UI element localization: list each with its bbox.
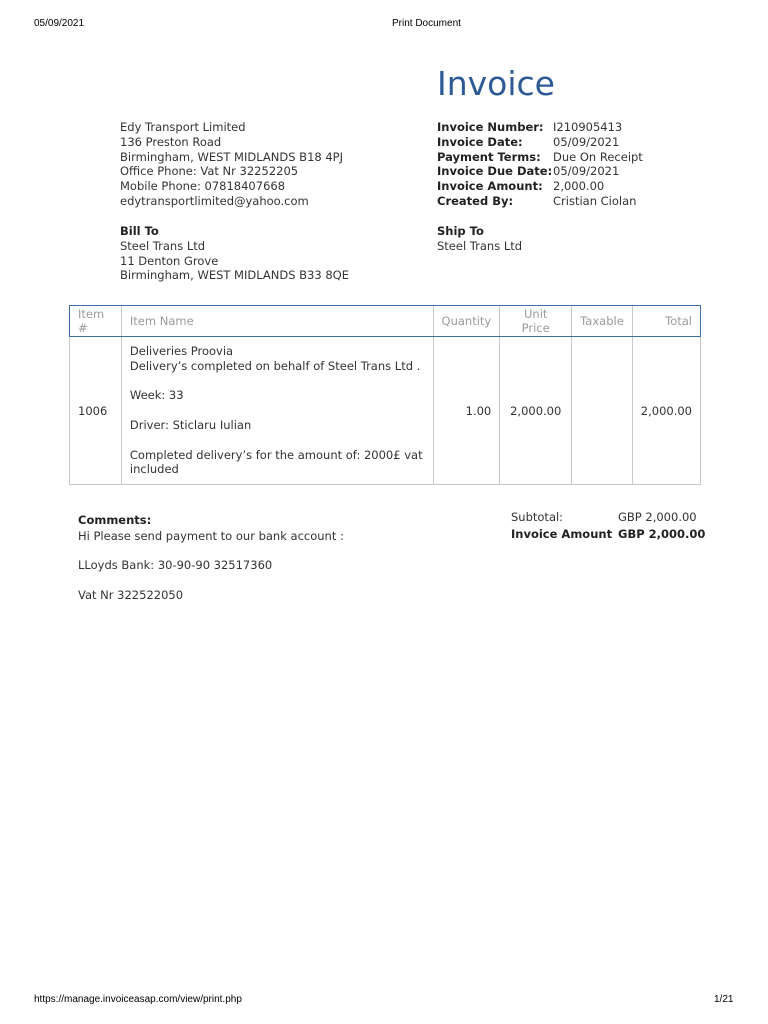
comment-line: LLoyds Bank: 30-90-90 32517360 — [78, 558, 273, 573]
comments-heading: Comments: — [78, 513, 152, 527]
subtotal-label: Subtotal: — [511, 510, 564, 524]
cell-unit-price: 2,000.00 — [500, 337, 572, 485]
cell-total: 2,000.00 — [632, 337, 700, 485]
print-header-title: Print Document — [392, 18, 461, 29]
company-name: Edy Transport Limited — [120, 120, 246, 134]
col-quantity: Quantity — [433, 306, 500, 337]
cell-taxable — [572, 337, 633, 485]
bill-to-street: 11 Denton Grove — [120, 253, 219, 268]
bill-to-name: Steel Trans Ltd — [120, 238, 206, 253]
cell-item-description: Deliveries Proovia Delivery’s completed on behalf of Steel Trans Ltd . Week: 33 Driver: Sticlaru Iulian Completed delivery’s for the amount of: 2000£ vat included — [121, 337, 433, 485]
table-row — [70, 337, 701, 485]
invoice-amount-value: GBP 2,000.00 — [618, 527, 706, 541]
bill-to-heading: Bill To — [120, 224, 159, 238]
col-unit-price: Unit Price — [500, 306, 572, 337]
subtotal-row — [511, 509, 696, 526]
meta-payment-terms: Payment Terms: Due On Receipt — [437, 149, 643, 164]
comment-line: Hi Please send payment to our bank account : — [78, 528, 344, 543]
totals — [511, 509, 706, 543]
col-item-name: Item Name — [121, 306, 433, 337]
print-footer-url: https://manage.invoiceasap.com/view/print.php — [34, 994, 242, 1005]
meta-invoice-number: Invoice Number: I210905413 — [437, 120, 623, 134]
col-total: Total — [632, 306, 700, 337]
bill-to-city: Birmingham, WEST MIDLANDS B33 8QE — [120, 268, 349, 283]
col-taxable: Taxable — [572, 306, 633, 337]
col-item-number: Item # — [70, 306, 122, 337]
company-email: edytransportlimited@yahoo.com — [120, 193, 309, 208]
comments — [78, 513, 344, 603]
company-city: Birmingham, WEST MIDLANDS B18 4PJ — [120, 149, 344, 164]
invoice-amount-row — [511, 526, 706, 543]
ship-to-name: Steel Trans Ltd — [437, 238, 523, 253]
meta-due-date: Invoice Due Date: 05/09/2021 — [437, 164, 620, 179]
company-office-phone: Office Phone: Vat Nr 32252205 — [120, 164, 299, 179]
ship-to — [437, 224, 522, 254]
invoice-amount-label: Invoice Amount — [511, 527, 613, 541]
meta-created-by: Created By: Cristian Ciolan — [437, 193, 637, 208]
print-footer-page: 1/21 — [714, 994, 734, 1005]
cell-quantity: 1.00 — [433, 337, 500, 485]
bill-to — [120, 224, 349, 283]
company-street: 136 Preston Road — [120, 134, 222, 149]
comment-line — [78, 544, 344, 559]
subtotal-value: GBP 2,000.00 — [618, 510, 697, 524]
ship-to-heading: Ship To — [437, 224, 484, 238]
meta-invoice-amount: Invoice Amount: 2,000.00 — [437, 179, 605, 194]
invoice-meta — [437, 120, 643, 209]
table-header-row — [70, 306, 701, 337]
print-header-date: 05/09/2021 — [34, 18, 85, 29]
items-table — [69, 305, 701, 485]
meta-invoice-date: Invoice Date: 05/09/2021 — [437, 134, 620, 149]
invoice-title: Invoice — [437, 64, 555, 103]
comment-line: Vat Nr 322522050 — [78, 587, 184, 602]
comment-line — [78, 573, 344, 588]
cell-item-number: 1006 — [70, 337, 122, 485]
company-address — [120, 120, 343, 209]
company-mobile-phone: Mobile Phone: 07818407668 — [120, 179, 286, 194]
